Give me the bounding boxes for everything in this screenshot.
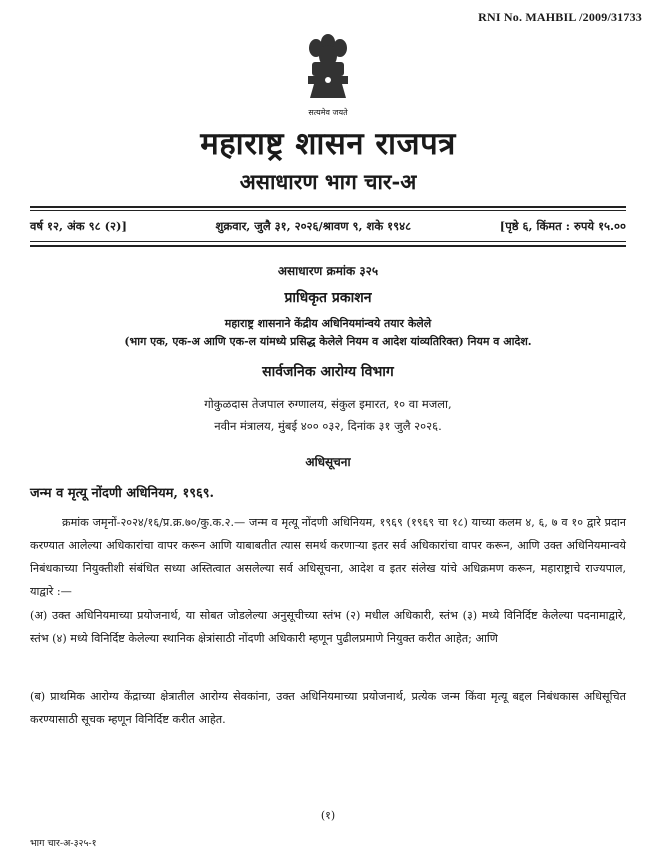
rule-bottom-thick — [30, 245, 626, 247]
department-heading: सार्वजनिक आरोग्य विभाग — [262, 364, 394, 380]
national-emblem-icon — [302, 32, 354, 106]
description-line-1: महाराष्ट्र शासनाने केंद्रीय अधिनियमांन्वये तयार केलेले — [224, 317, 432, 330]
gazette-title: महाराष्ट्र शासन राजपत्र — [200, 126, 456, 162]
rule-bottom-thin — [30, 241, 626, 242]
rni-number: RNI No. MAHBIL /2009/31733 — [478, 10, 642, 24]
act-title: जन्म व मृत्यू नोंदणी अधिनियम, १९६९. — [30, 486, 215, 501]
extraordinary-number: असाधारण क्रमांक ३२५ — [277, 264, 379, 278]
address-line-1: गोकुळदास तेजपाल रुग्णालय, संकुल इमारत, १० वा मजला, — [204, 397, 452, 411]
rule-top-thin — [30, 210, 626, 211]
page-number: (१) — [320, 809, 336, 822]
emblem-motto: सत्यमेव जयते — [308, 108, 348, 117]
gazette-subtitle: असाधारण भाग चार-अ — [239, 169, 417, 194]
authorized-publication: प्राधिकृत प्रकाशन — [284, 290, 372, 306]
paragraph-b: (ब) प्राथमिक आरोग्य केंद्राच्या क्षेत्रातील आरोग्य सेवकांना, उक्त अधिनियमाच्या प्रयोजनार्थ, प्रत्येक जन्म किंवा मृत्यू बद्दल निबंधकास अधिसूचित करण्यासाठी सूचक म्हणून विनिर्दिष्ट करीत आहेत. — [30, 690, 626, 726]
pages-price: [पृष्ठे ६, किंमत : रुपये १५.०० — [499, 219, 626, 233]
notification-heading: अधिसूचना — [305, 455, 351, 469]
description-line-2: (भाग एक, एक-अ आणि एक-ल यांमध्ये प्रसिद्ध केलेले नियम व आदेश यांव्यतिरिक्त) नियम व आदेश. — [124, 335, 532, 348]
paragraph-preamble: क्रमांक जमृनों-२०२४/१६/प्र.क्र.७०/कु.क.२.— जन्म व मृत्यू नोंदणी अधिनियम, १९६९ (१९६९ चा १८) याच्या कलम ४, ६, ७ व १० द्वारे प्रदान करण्यात आलेल्या अधिकारांचा वापर करून आणि याबाबतीत त्यास समर्थ करणाऱ्या इतर सर्व अधिकारांचा वापर करून, आणि उक्त अधिनियमान्वये निबंधकाच्या नियुक्तीशी संबंधित सध्या अस्तित्वात असलेल्या सर्व अधिसूचना, आदेश व इतर संलेख यांचे अधिक्रमण करून, महाराष्ट्राचे राज्यपाल, याद्वारे :— — [30, 516, 626, 598]
issue-number: वर्ष १२, अंक ९८ (२)] — [30, 219, 127, 233]
rule-top-thick — [30, 206, 626, 208]
issue-date: शुक्रवार, जुलै ३१, २०२६/श्रावण ९, शके १९४८ — [215, 219, 412, 233]
paragraph-a: (अ) उक्त अधिनियमाच्या प्रयोजनार्थ, या सोबत जोडलेल्या अनुसूचीच्या स्तंभ (२) मधील अधिकारी, स्तंभ (३) मध्ये विनिर्दिष्ट केलेल्या पदनामाद्वारे, स्तंभ (४) मध्ये विनिर्दिष्ट केलेल्या स्थानिक क्षेत्रांसाठी नोंदणी अधिकारी म्हणून पुढीलप्रमाणे नियुक्त करीत आहेत; आणि — [30, 609, 626, 645]
issue-meta-row — [30, 219, 626, 234]
address-line-2: नवीन मंत्रालय, मुंबई ४०० ०३२, दिनांक ३१ जुलै २०२६. — [214, 419, 442, 433]
footer-code: भाग चार-अ-३२५-१ — [30, 838, 97, 849]
